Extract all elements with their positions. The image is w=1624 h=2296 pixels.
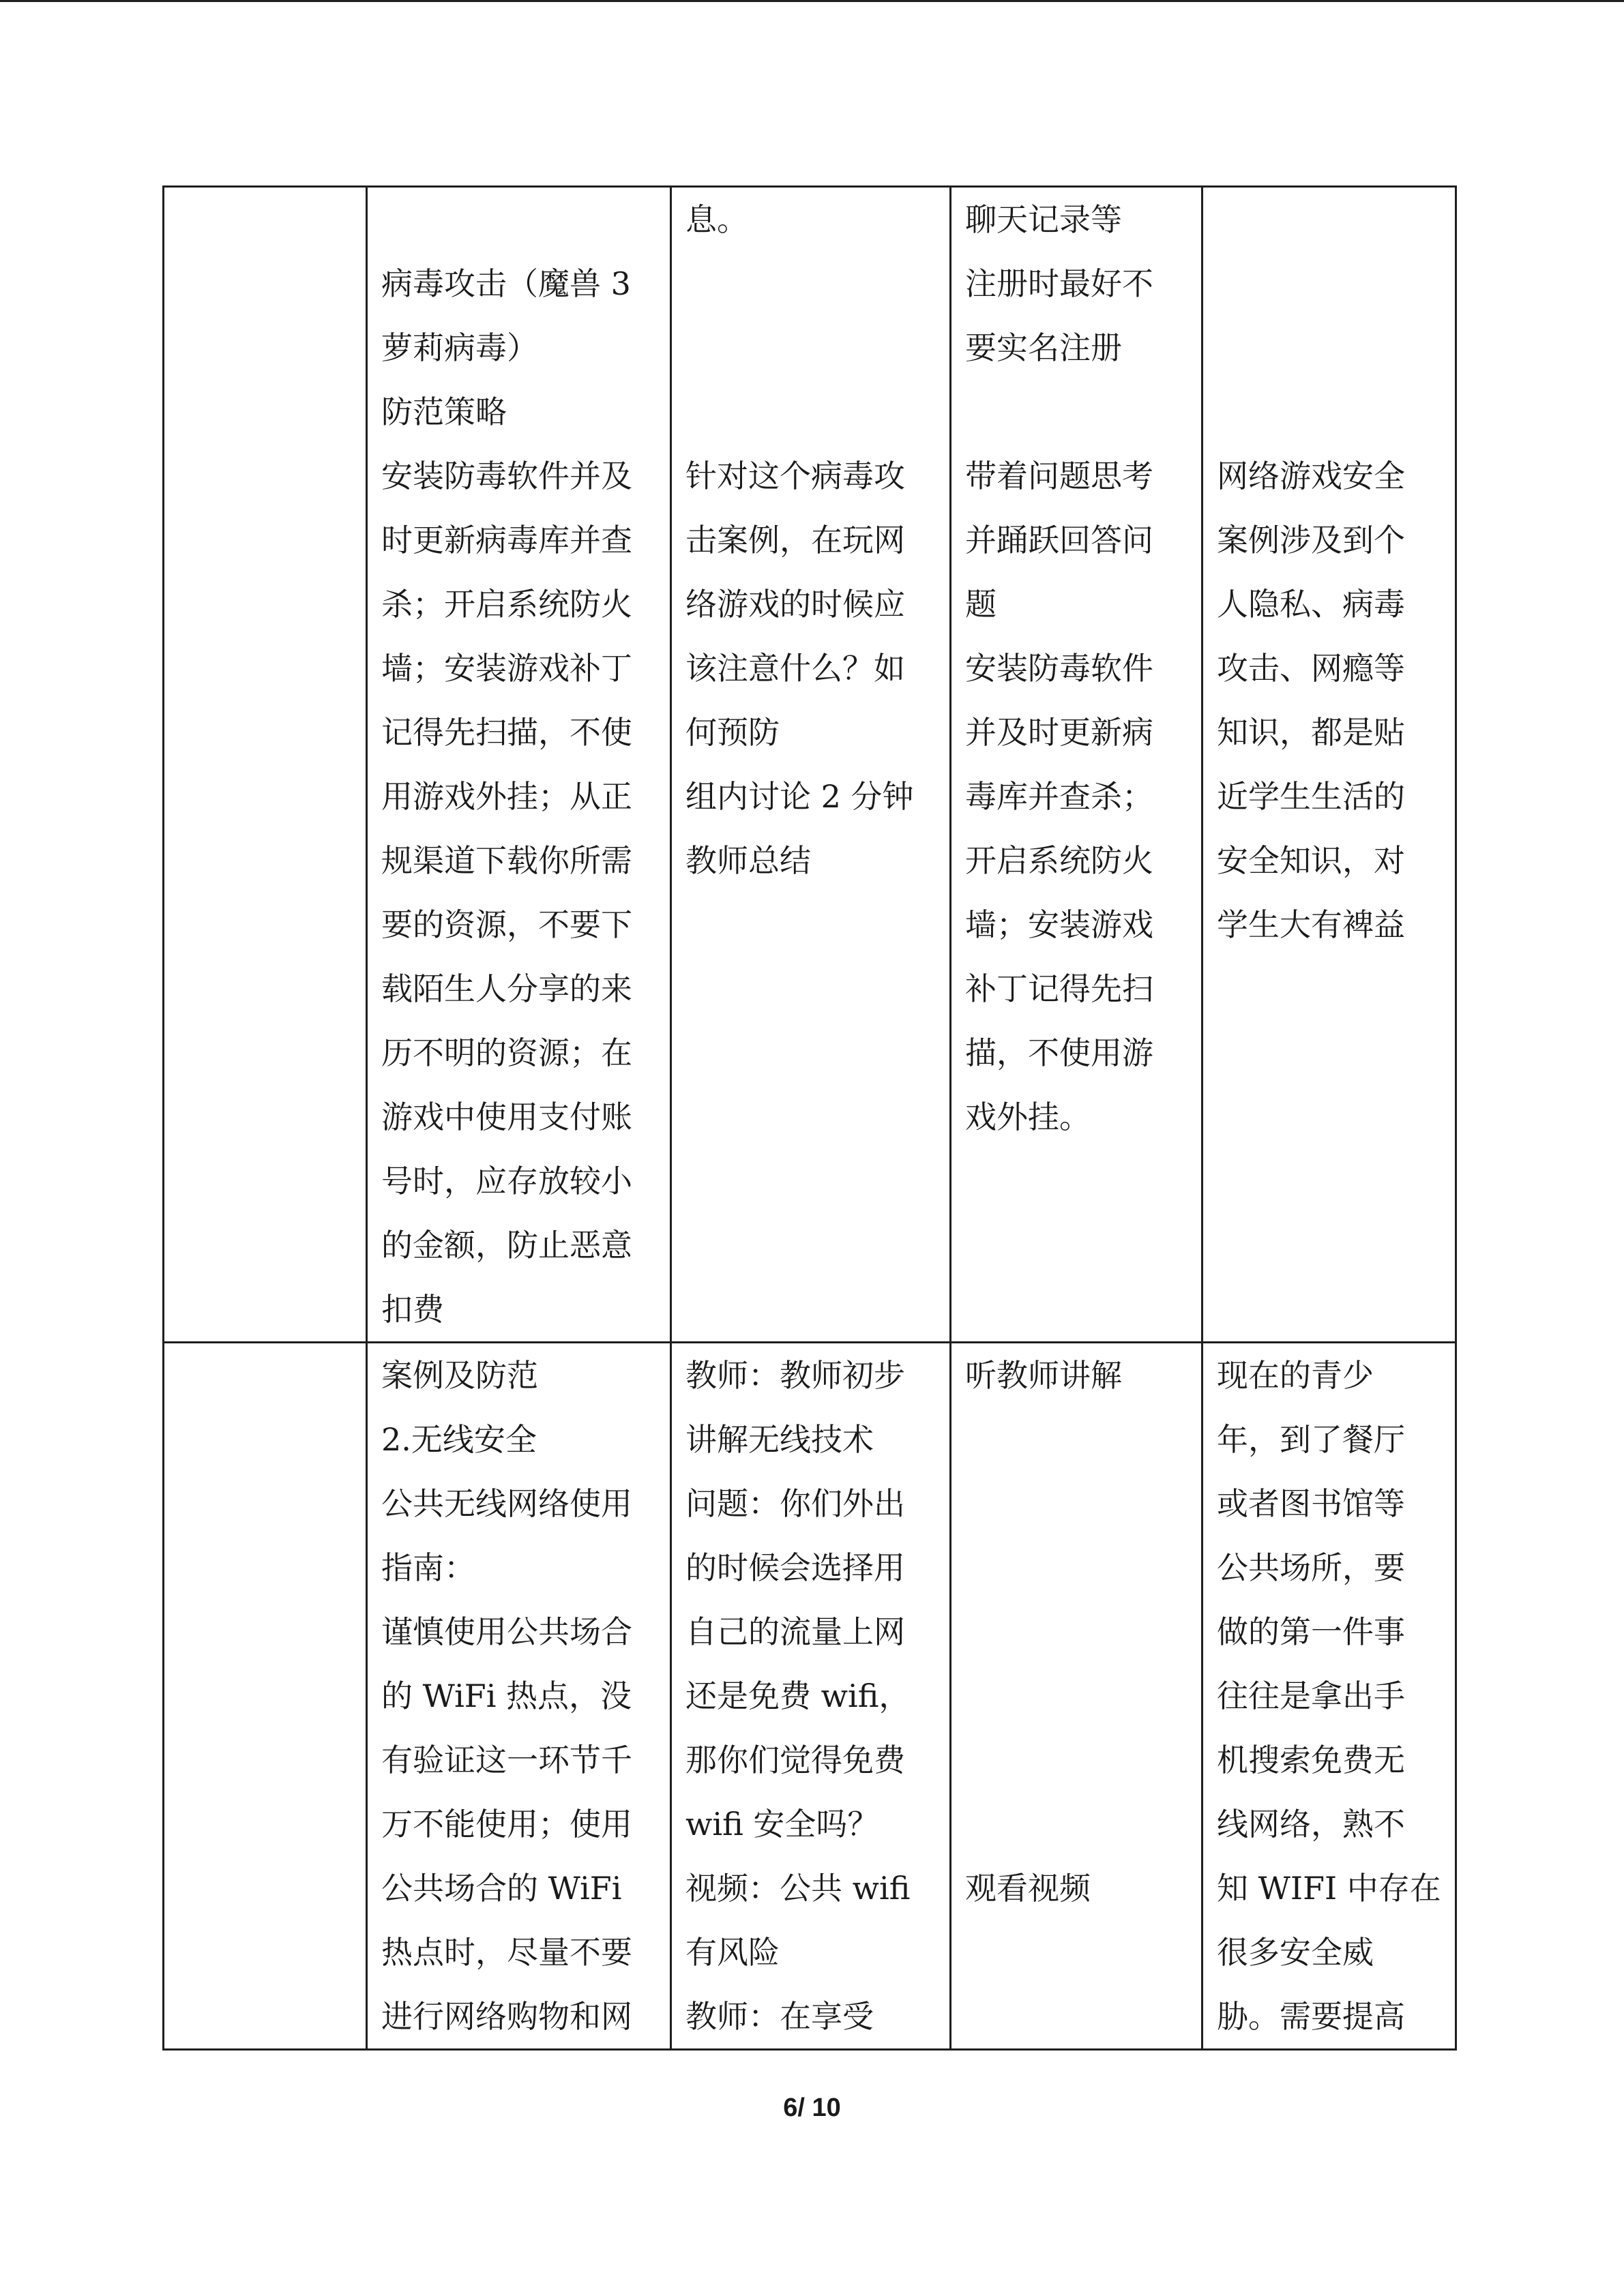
cell-text-line: 历不明的资源；在	[381, 1034, 632, 1071]
cell-text-line: 开启系统防火	[965, 842, 1153, 879]
cell-text-line: 听教师讲解	[965, 1357, 1122, 1394]
blank-line	[965, 1792, 1194, 1856]
blank-line	[965, 1600, 1194, 1664]
blank-line	[965, 1472, 1194, 1536]
cell-text-line: 人隐私、病毒	[1217, 586, 1405, 623]
cell-text-line: 还是免费 wifi，	[685, 1678, 911, 1714]
cell-text-line: 视频：公共 wifi	[685, 1870, 911, 1907]
cell-text-line: 杀；开启系统防火	[381, 586, 632, 623]
table-cell	[951, 187, 1202, 1343]
cell-text-line: 学生大有裨益	[1217, 906, 1405, 943]
cell-text-line: 题	[965, 586, 996, 623]
blank-line	[1217, 380, 1448, 444]
table-cell	[1202, 1343, 1456, 2050]
blank-line	[1217, 252, 1448, 316]
cell-text-line: 机搜索免费无	[1217, 1742, 1405, 1778]
blank-line	[381, 188, 663, 252]
cell-text-line: 现在的青少	[1217, 1357, 1374, 1394]
table-cell	[1202, 187, 1456, 1343]
cell-text-line: 的 WiFi 热点，没	[381, 1678, 632, 1714]
cell-text-line: 自己的流量上网	[685, 1613, 905, 1650]
cell-text-line: 毒库并查杀；	[965, 778, 1153, 815]
cell-text-line: 号时，应存放较小	[381, 1163, 632, 1199]
lesson-plan-table	[162, 185, 1457, 2051]
cell-text-line: 击案例，在玩网	[685, 522, 905, 558]
cell-text-line: 安装防毒软件	[965, 650, 1153, 687]
table-cell	[367, 187, 671, 1343]
table-row	[164, 187, 1456, 1343]
cell-text-line: 往往是拿出手	[1217, 1678, 1405, 1714]
cell-text-line: 并及时更新病	[965, 714, 1153, 751]
cell-text-line: 补丁记得先扫	[965, 970, 1153, 1007]
cell-text-line: 记得先扫描，不使	[381, 714, 632, 751]
cell-text-line: 墙；安装游戏	[965, 906, 1153, 943]
cell-text-line: 载陌生人分享的来	[381, 970, 632, 1007]
cell-text-line: 观看视频	[965, 1870, 1091, 1907]
table-cell	[951, 1343, 1202, 2050]
cell-text-line: 病毒攻击（魔兽 3	[381, 265, 631, 302]
cell-text-line: 案例及防范	[381, 1357, 538, 1394]
blank-line	[965, 1728, 1194, 1792]
cell-text-line: 防范策略	[381, 393, 507, 430]
cell-text-line: 教师：在享受	[685, 1998, 874, 2035]
cell-text-line: 游戏中使用支付账	[381, 1099, 632, 1135]
cell-text-line: 网络游戏安全	[1217, 458, 1405, 494]
blank-line	[1217, 188, 1448, 252]
cell-text-line: 络游戏的时候应	[685, 586, 905, 623]
cell-text-line: 问题：你们外出	[685, 1485, 905, 1522]
cell-text-line: 何预防	[685, 714, 780, 751]
blank-line	[685, 380, 943, 444]
blank-line	[685, 316, 943, 380]
cell-text-line: 戏外挂。	[965, 1099, 1091, 1135]
cell-text-line: 攻击、网瘾等	[1217, 650, 1405, 687]
cell-text-line: 进行网络购物和网	[381, 1998, 632, 2035]
cell-text-line: 热点时，尽量不要	[381, 1934, 632, 1971]
cell-text-line: 有风险	[685, 1934, 780, 1971]
cell-text-line: 并踊跃回答问	[965, 522, 1153, 558]
cell-text-line: 教师：教师初步	[685, 1357, 905, 1394]
table-cell	[671, 187, 951, 1343]
cell-text-line: 公共无线网络使用	[381, 1485, 632, 1522]
cell-text-line: 指南：	[381, 1549, 475, 1586]
cell-text-line: 规渠道下载你所需	[381, 842, 632, 879]
cell-text-line: 谨慎使用公共场合	[381, 1613, 632, 1650]
cell-text-line: 墙；安装游戏补丁	[381, 650, 632, 687]
cell-text-line: 知 WIFI 中存在	[1217, 1870, 1441, 1907]
cell-text-line: 息。	[685, 201, 748, 238]
cell-text-line: 很多安全威	[1217, 1934, 1374, 1971]
blank-line	[965, 1536, 1194, 1600]
cell-text-line: 那你们觉得免费	[685, 1742, 905, 1778]
cell-text-line: 聊天记录等	[965, 201, 1122, 238]
table-cell	[671, 1343, 951, 2050]
table-cell	[164, 187, 367, 1343]
cell-text-line: 描，不使用游	[965, 1034, 1153, 1071]
cell-text-line: 有验证这一环节千	[381, 1742, 632, 1778]
cell-text-line: 针对这个病毒攻	[685, 458, 905, 494]
table-cell	[164, 1343, 367, 2050]
cell-text-line: 该注意什么？如	[685, 650, 905, 687]
cell-text-line: 时更新病毒库并查	[381, 522, 632, 558]
table-cell	[367, 1343, 671, 2050]
cell-text-line: 案例涉及到个	[1217, 522, 1405, 558]
cell-text-line: 用游戏外挂；从正	[381, 778, 632, 815]
blank-line	[965, 1407, 1194, 1472]
blank-line	[965, 1664, 1194, 1728]
cell-text-line: 教师总结	[685, 842, 811, 879]
cell-text-line: 要的资源，不要下	[381, 906, 632, 943]
cell-text-line: 2.无线安全	[381, 1421, 537, 1458]
cell-text-line: 带着问题思考	[965, 458, 1153, 494]
cell-text-line: 讲解无线技术	[685, 1421, 874, 1458]
table-row	[164, 1343, 1456, 2050]
cell-text-line: 安装防毒软件并及	[381, 458, 632, 494]
cell-text-line: 的时候会选择用	[685, 1549, 905, 1586]
cell-text-line: wifi 安全吗？	[685, 1806, 879, 1843]
cell-text-line: 知识，都是贴	[1217, 714, 1405, 751]
cell-text-line: 线网络，熟不	[1217, 1806, 1405, 1843]
cell-text-line: 的金额，防止恶意	[381, 1227, 632, 1264]
cell-text-line: 近学生生活的	[1217, 778, 1405, 815]
cell-text-line: 萝莉病毒）	[381, 329, 538, 366]
blank-line	[685, 252, 943, 316]
cell-text-line: 要实名注册	[965, 329, 1122, 366]
cell-text-line: 公共场所，要	[1217, 1549, 1405, 1586]
page-number: 6/ 10	[783, 2093, 841, 2122]
cell-text-line: 扣费	[381, 1291, 444, 1328]
cell-text-line: 组内讨论 2 分钟	[685, 778, 914, 815]
cell-text-line: 公共场合的 WiFi	[381, 1870, 622, 1907]
blank-line	[965, 380, 1194, 444]
cell-text-line: 胁。需要提高	[1217, 1998, 1405, 2035]
cell-text-line: 万不能使用；使用	[381, 1806, 632, 1843]
cell-text-line: 或者图书馆等	[1217, 1485, 1405, 1522]
cell-text-line: 年，到了餐厅	[1217, 1421, 1405, 1458]
cell-text-line: 安全知识，对	[1217, 842, 1405, 879]
cell-text-line: 注册时最好不	[965, 265, 1153, 302]
cell-text-line: 做的第一件事	[1217, 1613, 1405, 1650]
blank-line	[1217, 316, 1448, 380]
page-top-border	[0, 0, 1624, 2]
